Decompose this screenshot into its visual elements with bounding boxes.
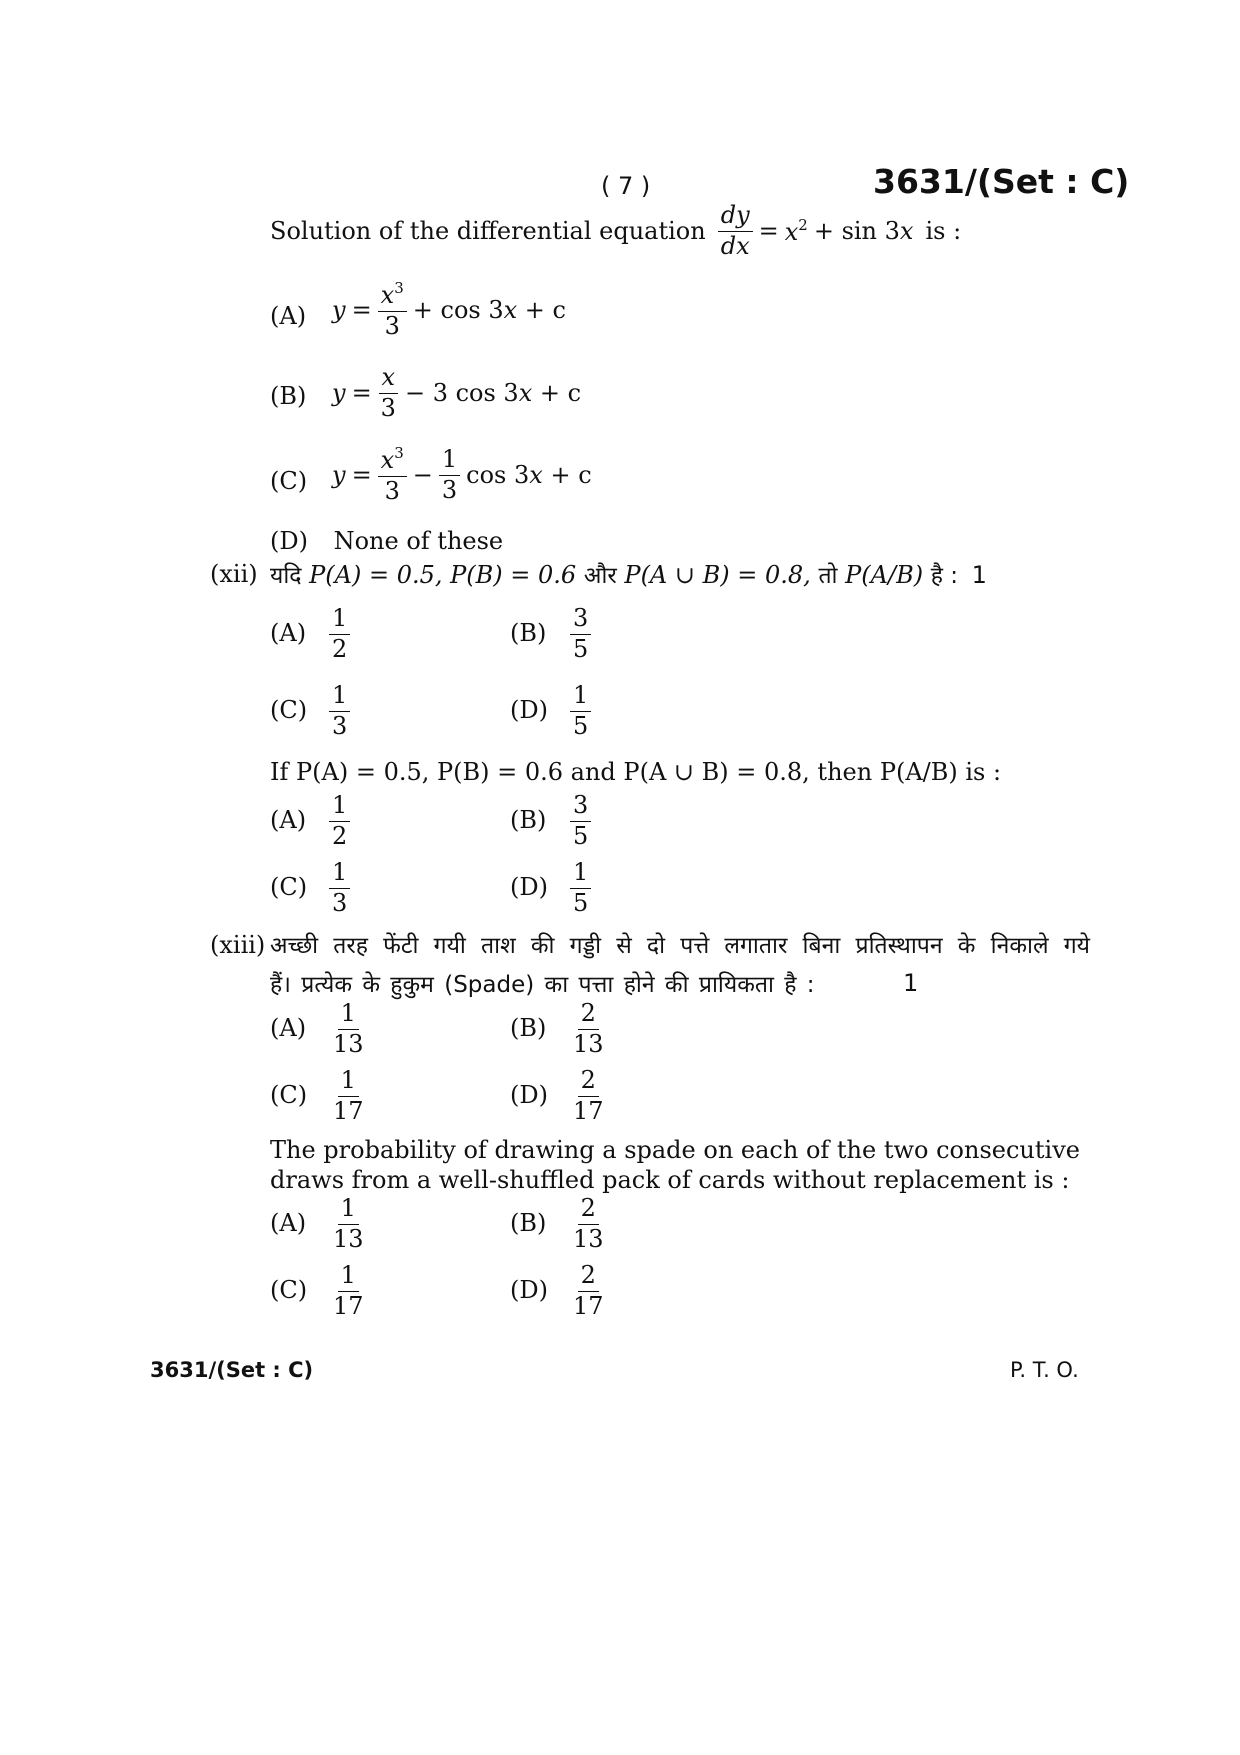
fraction	[570, 792, 591, 850]
q13-hindi-line1: अच्छी तरह फेंटी गयी ताश की गड्डी से दो पत्ते लगातार बिना प्रतिस्थापन के निकाले गये	[270, 933, 1090, 959]
fraction	[329, 682, 350, 740]
option-label: (B)	[270, 382, 307, 410]
option-label: (A)	[270, 806, 307, 834]
q13-hi-option-a[interactable]	[270, 1000, 470, 1060]
q13-en-option-b[interactable]	[510, 1195, 710, 1255]
q13-english-line1: The probability of drawing a spade on each of the two consecutive	[270, 1136, 1080, 1164]
num: 1	[329, 859, 350, 889]
q11-derivative	[718, 202, 753, 260]
den: 3	[332, 888, 348, 917]
den: 5	[573, 821, 589, 850]
option-label: (C)	[270, 873, 308, 901]
num: 3	[570, 605, 591, 635]
fraction	[329, 605, 350, 663]
num: 1	[329, 792, 350, 822]
den: 5	[573, 711, 589, 740]
rest: + cos 3	[412, 296, 504, 325]
q12-english-stem: If P(A) = 0.5, P(B) = 0.6 and P(A ∪ B) = 0.8, then P(A/B) is :	[270, 758, 1002, 786]
option-label: (B)	[510, 1209, 547, 1237]
fraction	[570, 1067, 607, 1125]
q12-marks: 1	[971, 561, 987, 589]
den: 3	[332, 711, 348, 740]
q13-en-option-c[interactable]	[270, 1262, 470, 1322]
num: 1	[338, 1262, 359, 1292]
fraction	[570, 1195, 607, 1253]
q11-option-c[interactable]	[270, 445, 670, 515]
option-label: (C)	[270, 1276, 308, 1304]
option-label: (A)	[270, 1209, 307, 1237]
q12-hi-option-a[interactable]	[270, 605, 470, 665]
q12-number: (xii)	[210, 560, 258, 588]
num: 2	[578, 1067, 599, 1097]
hi-to: तो	[818, 563, 838, 589]
num: 1	[439, 446, 460, 476]
q11-rhs-x2: x	[899, 217, 914, 246]
equals: =	[351, 379, 372, 408]
num: 2	[578, 1000, 599, 1030]
option-label: (B)	[510, 806, 547, 834]
q13-english-line2: draws from a well-shuffled pack of cards without replacement is :	[270, 1166, 1070, 1194]
option-label: (D)	[510, 696, 548, 724]
option-label: (D)	[510, 1081, 548, 1109]
num: 2	[578, 1195, 599, 1225]
rest-x: x	[518, 379, 533, 408]
den: 13	[333, 1029, 364, 1058]
option-label: (C)	[270, 1081, 308, 1109]
y-var: y	[332, 461, 346, 490]
hi-aur: और	[583, 563, 617, 589]
num: 1	[570, 859, 591, 889]
den: 3	[441, 475, 458, 504]
q13-hindi-line2: हैं। प्रत्येक के हुकुम (Spade) का पत्ता होने की प्रायिकता है :	[270, 972, 815, 998]
q12-hi-part3: P(A/B)	[845, 561, 924, 589]
q12-hi-option-b[interactable]	[510, 605, 710, 665]
option-label: (D)	[510, 873, 548, 901]
q13-hi-option-d[interactable]	[510, 1067, 710, 1127]
option-label: (A)	[270, 619, 307, 647]
option-label: (D)	[510, 1276, 548, 1304]
option-label: (B)	[510, 1014, 547, 1042]
num: 1	[338, 1067, 359, 1097]
q12-hi-part1: P(A) = 0.5, P(B) = 0.6	[309, 561, 577, 589]
num: 1	[338, 1000, 359, 1030]
q12-hi-part2: P(A ∪ B) = 0.8,	[624, 561, 811, 589]
q12-hindi-stem	[270, 558, 987, 590]
q12-en-option-c[interactable]	[270, 859, 470, 919]
fraction-2	[439, 446, 460, 504]
num: 1	[570, 682, 591, 712]
rest-c: + c	[550, 461, 592, 490]
fraction	[378, 364, 399, 422]
minus: −	[412, 461, 433, 490]
q12-hi-option-c[interactable]	[270, 682, 470, 742]
fraction	[570, 605, 591, 663]
option-label: (D)	[270, 527, 308, 555]
q11-option-b[interactable]	[270, 360, 670, 430]
q13-marks: 1	[903, 969, 919, 997]
fraction	[570, 1262, 607, 1320]
den: 2	[332, 634, 348, 663]
option-label: (C)	[270, 696, 308, 724]
hi-hai: है :	[930, 563, 959, 589]
num-x: x	[380, 446, 395, 474]
num-pow: 3	[394, 444, 404, 462]
q13-hi-option-b[interactable]	[510, 1000, 710, 1060]
fraction	[378, 445, 407, 505]
q12-en-option-b[interactable]	[510, 792, 710, 852]
q13-number: (xiii)	[210, 931, 266, 959]
num-x: x	[380, 281, 395, 309]
q13-en-option-d[interactable]	[510, 1262, 710, 1322]
y-var: y	[332, 296, 346, 325]
q11-rhs-rest: + sin 3	[813, 217, 900, 246]
dy: dy	[720, 201, 750, 229]
rest-x: x	[503, 296, 518, 325]
q11-option-a[interactable]	[270, 280, 670, 350]
den: 3	[384, 311, 400, 340]
q12-hi-option-d[interactable]	[510, 682, 710, 742]
den: 3	[380, 393, 396, 422]
den: 13	[333, 1224, 364, 1253]
den: 13	[573, 1029, 604, 1058]
den: 2	[332, 821, 348, 850]
fraction	[330, 1000, 367, 1058]
fraction	[329, 859, 350, 917]
q11-stem-suffix: is :	[925, 217, 962, 246]
paper-code-footer: 3631/(Set : C)	[150, 1358, 314, 1382]
q13-en-option-a[interactable]	[270, 1195, 470, 1255]
den: 5	[573, 634, 589, 663]
den: 17	[333, 1096, 364, 1125]
num: 3	[570, 792, 591, 822]
q11-stem-prefix: Solution of the differential equation	[270, 217, 706, 246]
fraction	[570, 682, 591, 740]
den: 17	[333, 1291, 364, 1320]
num: 1	[329, 605, 350, 635]
q11-rhs-pow: 2	[798, 216, 808, 235]
num: 1	[338, 1195, 359, 1225]
y-var: y	[332, 379, 346, 408]
num-pow: 3	[394, 279, 404, 297]
num: 2	[578, 1262, 599, 1292]
den: 5	[573, 888, 589, 917]
q12-en-option-a[interactable]	[270, 792, 470, 852]
num: 1	[329, 682, 350, 712]
fraction	[330, 1195, 367, 1253]
fraction	[378, 280, 407, 340]
fraction	[570, 859, 591, 917]
den: 17	[573, 1096, 604, 1125]
num-x: x	[381, 363, 396, 391]
rest: − 3 cos 3	[404, 379, 519, 408]
q11-option-d[interactable]	[270, 527, 670, 557]
option-label: (A)	[270, 1014, 307, 1042]
fraction	[330, 1262, 367, 1320]
den: 17	[573, 1291, 604, 1320]
option-label: (A)	[270, 302, 307, 330]
fraction	[330, 1067, 367, 1125]
den: 3	[384, 476, 400, 505]
q13-hi-option-c[interactable]	[270, 1067, 470, 1127]
rest-c: + c	[539, 379, 582, 408]
rest-c: + c	[524, 296, 566, 325]
equals: =	[351, 296, 372, 325]
rest-x: x	[529, 461, 543, 490]
q12-en-option-d[interactable]	[510, 859, 710, 919]
equals: =	[351, 461, 372, 490]
hi-yadi: यदि	[270, 563, 302, 589]
rest: cos 3	[466, 461, 530, 490]
fraction	[570, 1000, 607, 1058]
fraction	[329, 792, 350, 850]
q11-stem: Solution of the differential equation $\frac{dy}{dx}$ = $x^2$ + sin 3x is :	[270, 201, 962, 260]
dx: dx	[720, 231, 750, 260]
page-number: ( 7 )	[601, 172, 651, 200]
paper-code-header: 3631/(Set : C)	[873, 162, 1130, 201]
pto: P. T. O.	[1010, 1358, 1079, 1382]
option-text: None of these	[333, 527, 504, 555]
option-label: (B)	[510, 619, 547, 647]
den: 13	[573, 1224, 604, 1253]
q11-rhs-x: x	[784, 218, 799, 247]
option-label: (C)	[270, 467, 308, 495]
